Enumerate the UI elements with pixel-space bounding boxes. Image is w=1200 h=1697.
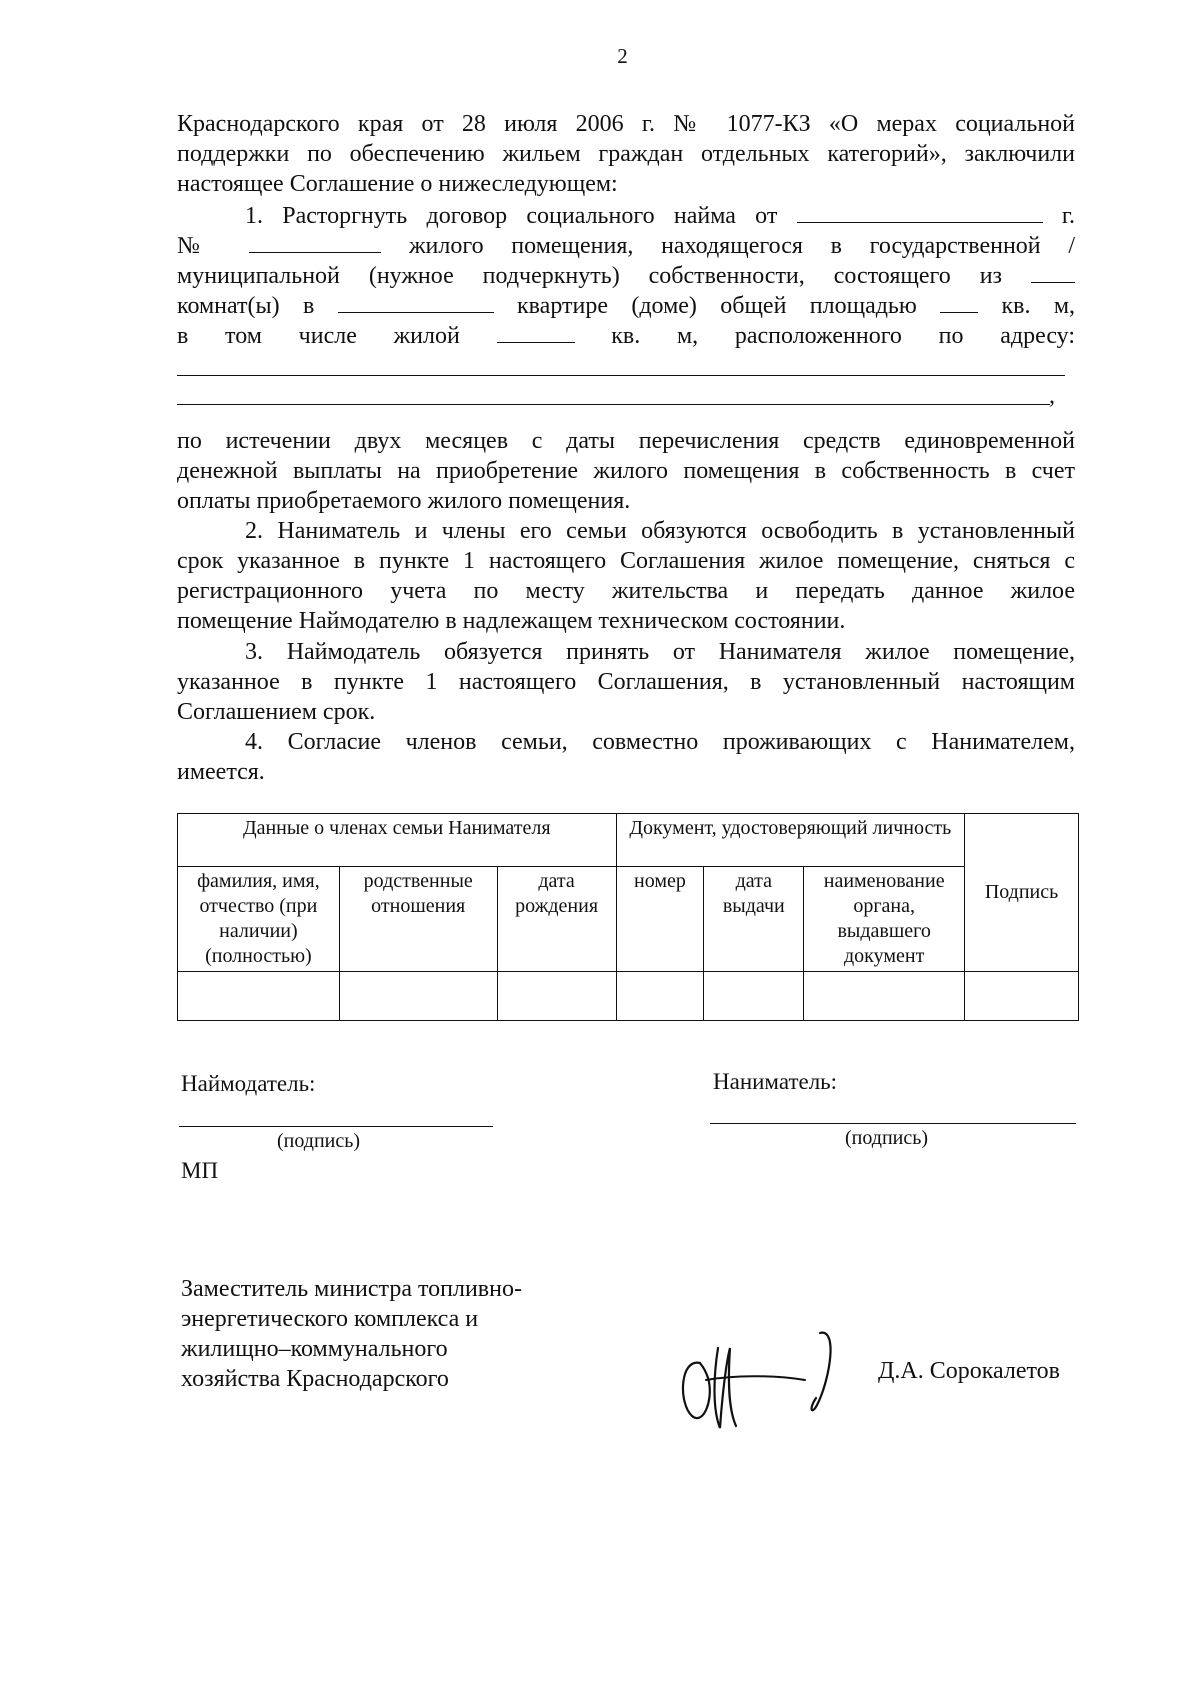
contract-date-blank[interactable] [797,200,1043,223]
clause1-text: жилого помещения, находящегося в государственной / [408,233,1075,259]
issuer-column-header: наименование органа, выдавшего документ [804,867,965,972]
deputy-name: Д.А. Сорокалетов [878,1358,1061,1384]
clause2-line-3: регистрационного учета по месту жительства и передать данное жилое [177,578,1075,604]
identity-document-header: Документ, удостоверяющий личность [616,814,965,867]
family-members-table [177,813,1079,1021]
signature-column-header: Подпись [965,814,1079,972]
clause1-text: в том числе жилой [177,323,460,349]
document-number-cell[interactable] [616,972,704,1021]
clause1-tail-1: по истечении двух месяцев с даты перечисления средств единовременной [177,428,1075,454]
clause2-line-4: помещение Наймодателю в надлежащем техническом состоянии. [177,608,846,634]
address-end-comma: , [1049,383,1055,409]
clause1-line-4 [177,290,1075,321]
birth-date-cell[interactable] [497,972,616,1021]
relation-cell[interactable] [339,972,497,1021]
document-number-column-header: номер [616,867,704,972]
clause1-text: кв. м, [1001,293,1076,319]
tenant-signature-line[interactable] [710,1123,1076,1124]
clause3-line-1: 3. Наймодатель обязуется принять от Нанимателя жилое помещение, [245,639,1075,665]
tenant-label: Наниматель: [713,1069,838,1094]
tenant-signature-caption: (подпись) [845,1127,929,1149]
handwritten-signature [670,1318,860,1438]
clause1-tail-2: денежной выплаты на приобретение жилого помещения в собственность в счет [177,458,1075,484]
clause3-line-2: указанное в пункте 1 настоящего Соглашения, в установленный настоящим [177,669,1075,695]
clause1-text: комнат(ы) в [177,293,315,319]
fio-cell[interactable] [178,972,340,1021]
rooms-count-blank[interactable] [1031,260,1075,283]
issue-date-cell[interactable] [704,972,804,1021]
clause4-line-1: 4. Согласие членов семьи, совместно проживающих с Нанимателем, [245,729,1075,755]
signature-cell[interactable] [965,972,1079,1021]
clause1-tail-3: оплаты приобретаемого жилого помещения. [177,488,631,514]
page-number: 2 [617,44,628,68]
clause1-line-3 [177,260,1075,291]
deputy-title-line: энергетического комплекса и [181,1306,479,1332]
clause2-line-1: 2. Наниматель и члены его семьи обязуются освободить в установленный [245,518,1075,544]
landlord-label: Наймодатель: [181,1071,316,1096]
deputy-title-line: хозяйства Краснодарского [181,1366,449,1392]
intro-line-1: Краснодарского края от 28 июля 2006 г. № 1077-КЗ «О мерах социальной [177,111,1075,137]
address-line-2[interactable] [177,404,1050,405]
table-row [178,972,1079,1021]
family-data-header: Данные о членах семьи Нанимателя [178,814,617,867]
intro-line-3: настоящее Соглашение о нижеследующем: [177,171,618,197]
clause1-text: квартире (доме) общей площадью [517,293,917,319]
landlord-signature-caption: (подпись) [277,1130,361,1152]
fio-column-header: фамилия, имя, отчество (при наличии) (полностью) [178,867,340,972]
seal-mark: МП [181,1158,219,1183]
deputy-title-line: Заместитель министра топливно- [181,1276,522,1302]
deputy-title-line: жилищно–коммунального [181,1336,448,1362]
clause1-year-mark: г. [1061,203,1076,229]
issuer-cell[interactable] [804,972,965,1021]
clause1-line-1 [245,200,1075,231]
landlord-signature-line[interactable] [179,1126,493,1127]
address-line-1[interactable] [177,375,1065,376]
clause1-line-2 [177,230,1075,261]
clause1-text: муниципальной (нужное подчеркнуть) собственности, состоящего из [177,263,1003,289]
clause1-line-5 [177,320,1075,351]
number-sign: № [177,233,222,259]
contract-number-blank[interactable] [249,230,381,253]
clause4-line-2: имеется. [177,759,265,785]
clause2-line-2: срок указанное в пункте 1 настоящего Соглашения жилое помещение, сняться с [177,548,1075,574]
clause1-text: кв. м, расположенного по адресу: [611,323,1076,349]
apartment-blank[interactable] [338,290,494,313]
relation-column-header: родственные отношения [339,867,497,972]
clause3-line-3: Соглашением срок. [177,699,376,725]
deputy-title [181,1274,522,1394]
issue-date-column-header: дата выдачи [704,867,804,972]
intro-line-2: поддержки по обеспечению жильем граждан отдельных категорий», заключили [177,141,1075,167]
living-area-blank[interactable] [497,320,575,343]
birth-date-column-header: дата рождения [497,867,616,972]
total-area-blank[interactable] [940,290,978,313]
clause1-text: 1. Расторгнуть договор социального найма от [245,203,778,229]
